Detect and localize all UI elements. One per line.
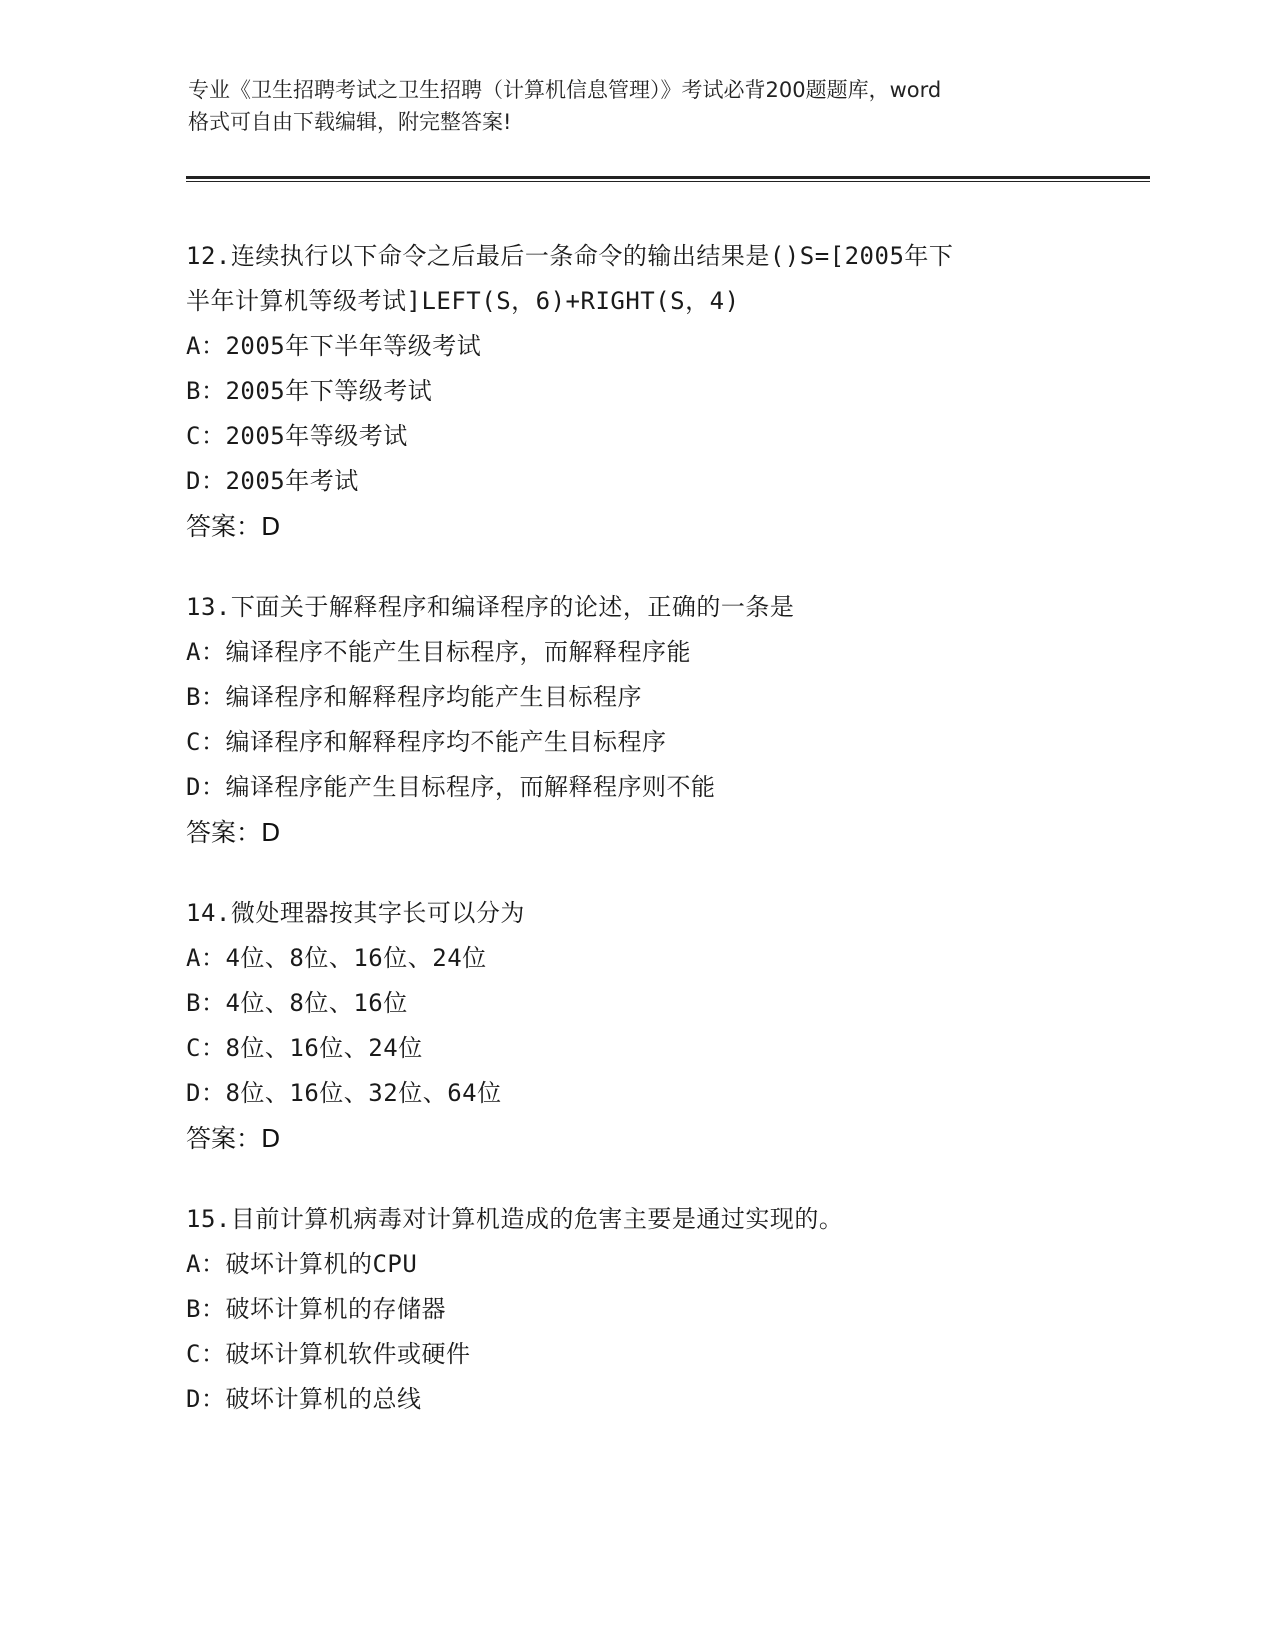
option-c: C：2005年等级考试 [186, 422, 408, 450]
option-c: C：8位、16位、24位 [186, 1034, 423, 1062]
option-a: A：破坏计算机的CPU [186, 1250, 418, 1278]
option-d: D：编译程序能产生目标程序，而解释程序则不能 [186, 773, 716, 801]
answer-label: 答案：D [186, 818, 281, 847]
header-divider-thin [186, 181, 1150, 182]
question-stem: 15.目前计算机病毒对计算机造成的危害主要是通过实现的。 [186, 1205, 844, 1233]
document-header [188, 74, 1088, 138]
option-b: B：4位、8位、16位 [186, 989, 408, 1017]
option-a: A：4位、8位、16位、24位 [186, 944, 487, 972]
option-c: C：破坏计算机软件或硬件 [186, 1340, 471, 1368]
option-d: D：破坏计算机的总线 [186, 1385, 422, 1413]
question-stem: 13.下面关于解释程序和编译程序的论述，正确的一条是 [186, 593, 795, 621]
option-a: A：2005年下半年等级考试 [186, 332, 482, 360]
question-12 [186, 234, 1146, 549]
question-stem-continued: 半年计算机等级考试]LEFT(S，6)+RIGHT(S，4) [186, 287, 740, 315]
option-a: A：编译程序不能产生目标程序，而解释程序能 [186, 638, 691, 666]
header-line-1: 专业《卫生招聘考试之卫生招聘（计算机信息管理）》考试必背200题题库，word [188, 78, 942, 102]
question-14 [186, 891, 1146, 1161]
question-stem: 12.连续执行以下命令之后最后一条命令的输出结果是()S=[2005年下 [186, 242, 954, 270]
question-stem: 14.微处理器按其字长可以分为 [186, 899, 525, 927]
answer-label: 答案：D [186, 512, 281, 541]
header-line-2: 格式可自由下载编辑，附完整答案! [188, 110, 512, 134]
question-13 [186, 585, 1146, 855]
option-b: B：破坏计算机的存储器 [186, 1295, 446, 1323]
header-divider-thick [186, 176, 1150, 179]
option-b: B：编译程序和解释程序均能产生目标程序 [186, 683, 642, 711]
question-list [186, 234, 1146, 1458]
option-d: D：8位、16位、32位、64位 [186, 1079, 502, 1107]
option-b: B：2005年下等级考试 [186, 377, 433, 405]
answer-label: 答案：D [186, 1124, 281, 1153]
question-15 [186, 1197, 1146, 1422]
option-c: C：编译程序和解释程序均不能产生目标程序 [186, 728, 667, 756]
option-d: D：2005年考试 [186, 467, 359, 495]
